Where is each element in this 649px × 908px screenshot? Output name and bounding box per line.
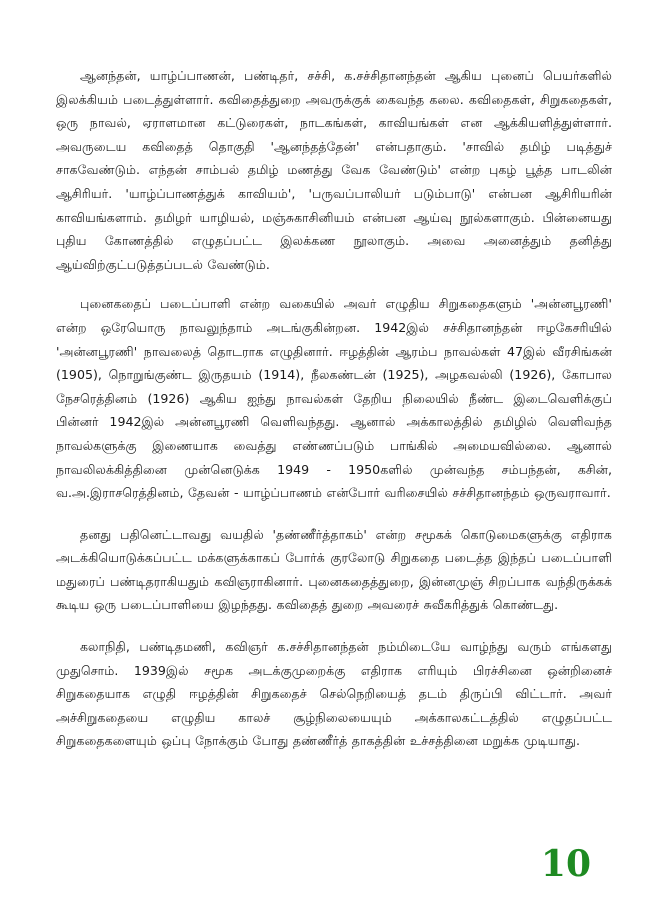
paragraph: புனைகதைப் படைப்பாளி என்ற வகையில் அவர் எழுதிய சிறுகதைகளும் 'அன்னபூரணி' என்ற ஒரேயொரு நாவலுந்தாம் அடங்குகின்றன. 1942இல் சச்சிதானந்தன் ஈழகேசரியில் 'அன்னபூரணி' நாவலைத் தொடராக எழுதினார். ஈழத்தின் ஆரம்ப நாவல்கள் 47இல் வீரசிங்கன் (1905), நொறுங்குண்ட இருதயம் (1914), நீலகண்டன் (1925), அழகவல்லி (1926), கோபால நேசரெத்தினம் (1926) ஆகிய ஐந்து நாவல்கள் தேறிய நிலையில் நீண்ட இடைவெளிக்குப் பின்னர் 1942இல் அன்னபூரணி வெளிவந்தது. ஆனால் அக்காலத்தில் தமிழில் வெளிவந்த நாவல்களுக்கு இணையாக வைத்து எண்ணப்படும் பாங்கில் அமையவில்லை. ஆனால் நாவலிலக்கித்தினை முன்னெடுக்க 1949 - 1950களில் முன்வந்த சம்பந்தன், கசின், வ.அ.இராசரெத்தினம், தேவன் - யாழ்ப்பாணம் என்போர் வரிசையில் சச்சிதானந்தம் ஒருவராவார். [56,296,612,501]
page-number: 10 [540,843,591,885]
paragraph: தனது பதினெட்டாவது வயதில் 'தண்ணீர்த்தாகம்' என்ற சமூகக் கொடுமைகளுக்கு எதிராக அடக்கியொடுக்கப்பட்ட மக்களுக்காகப் போர்க் குரலோடு சிறுகதை படைத்த இந்தப் படைப்பாளி மதுரைப் பண்டிதராகியதும் கவிஞராகினார். புனைகதைத்துறை, இன்னமுஞ் சிறப்பாக வந்திருக்கக் கூடிய ஒரு படைப்பாளியை இழந்தது. கவிதைத் துறை அவரைச் சுவீகரித்துக் கொண்டது. [56,526,612,613]
paragraph: கலாநிதி, பண்டிதமணி, கவிஞர் க.சச்சிதானந்தன் நம்மிடையே வாழ்ந்து வரும் எங்களது முதுசொம். 1939இல் சமூக அடக்குமுறைக்கு எதிராக எரியும் பிரச்சினை ஒன்றினைச் சிறுகதையாக எழுதி ஈழத்தின் சிறுகதைச் செல்நெறியைத் தடம் திருப்பி விட்டார். அவர் அச்சிறுகதையை எழுதிய காலச் சூழ்நிலையையும் அக்காலகட்டத்தில் எழுதப்பட்ட சிறுகதைகளையும் ஒப்பு நோக்கும் போது தண்ணீர்த் தாகத்தின் உச்சத்தினை மறுக்க முடியாது. [56,639,612,749]
paragraph: ஆனந்தன், யாழ்ப்பாணன், பண்டிதர், சச்சி, க.சச்சிதானந்தன் ஆகிய புனைப் பெயர்களில் இலக்கியம் படைத்துள்ளார். கவிதைத்துறை அவருக்குக் கைவந்த கலை. கவிதைகள், சிறுகதைகள், ஒரு நாவல், ஏராளமான கட்டுரைகள், நாடகங்கள், காவியங்கள் என ஆக்கியளித்துள்ளார். அவருடைய கவிதைத் தொகுதி 'ஆனந்தத்தேன்' என்பதாகும். 'சாவில் தமிழ் படித்துச் சாகவேண்டும். எந்தன் சாம்பல் தமிழ் மணத்து வேக வேண்டும்' என்ற புகழ் பூத்த பாடலின் ஆசிரியர். 'யாழ்ப்பாணத்துக் காவியம்', 'பருவப்பாலியர் படும்பாடு' என்பன ஆசிரியரின் காவியங்களாம். தமிழர் யாழியல், மஞ்சுகாசினியம் என்பன ஆய்வு நூல்களாகும். பின்னையது புதிய கோணத்தில் எழுதப்பட்ட இலக்கண நூலாகும். அவை அனைத்தும் தனித்து ஆய்விற்குட்படுத்தப்படல் வேண்டும். [56,68,612,272]
body-text [56,64,612,771]
